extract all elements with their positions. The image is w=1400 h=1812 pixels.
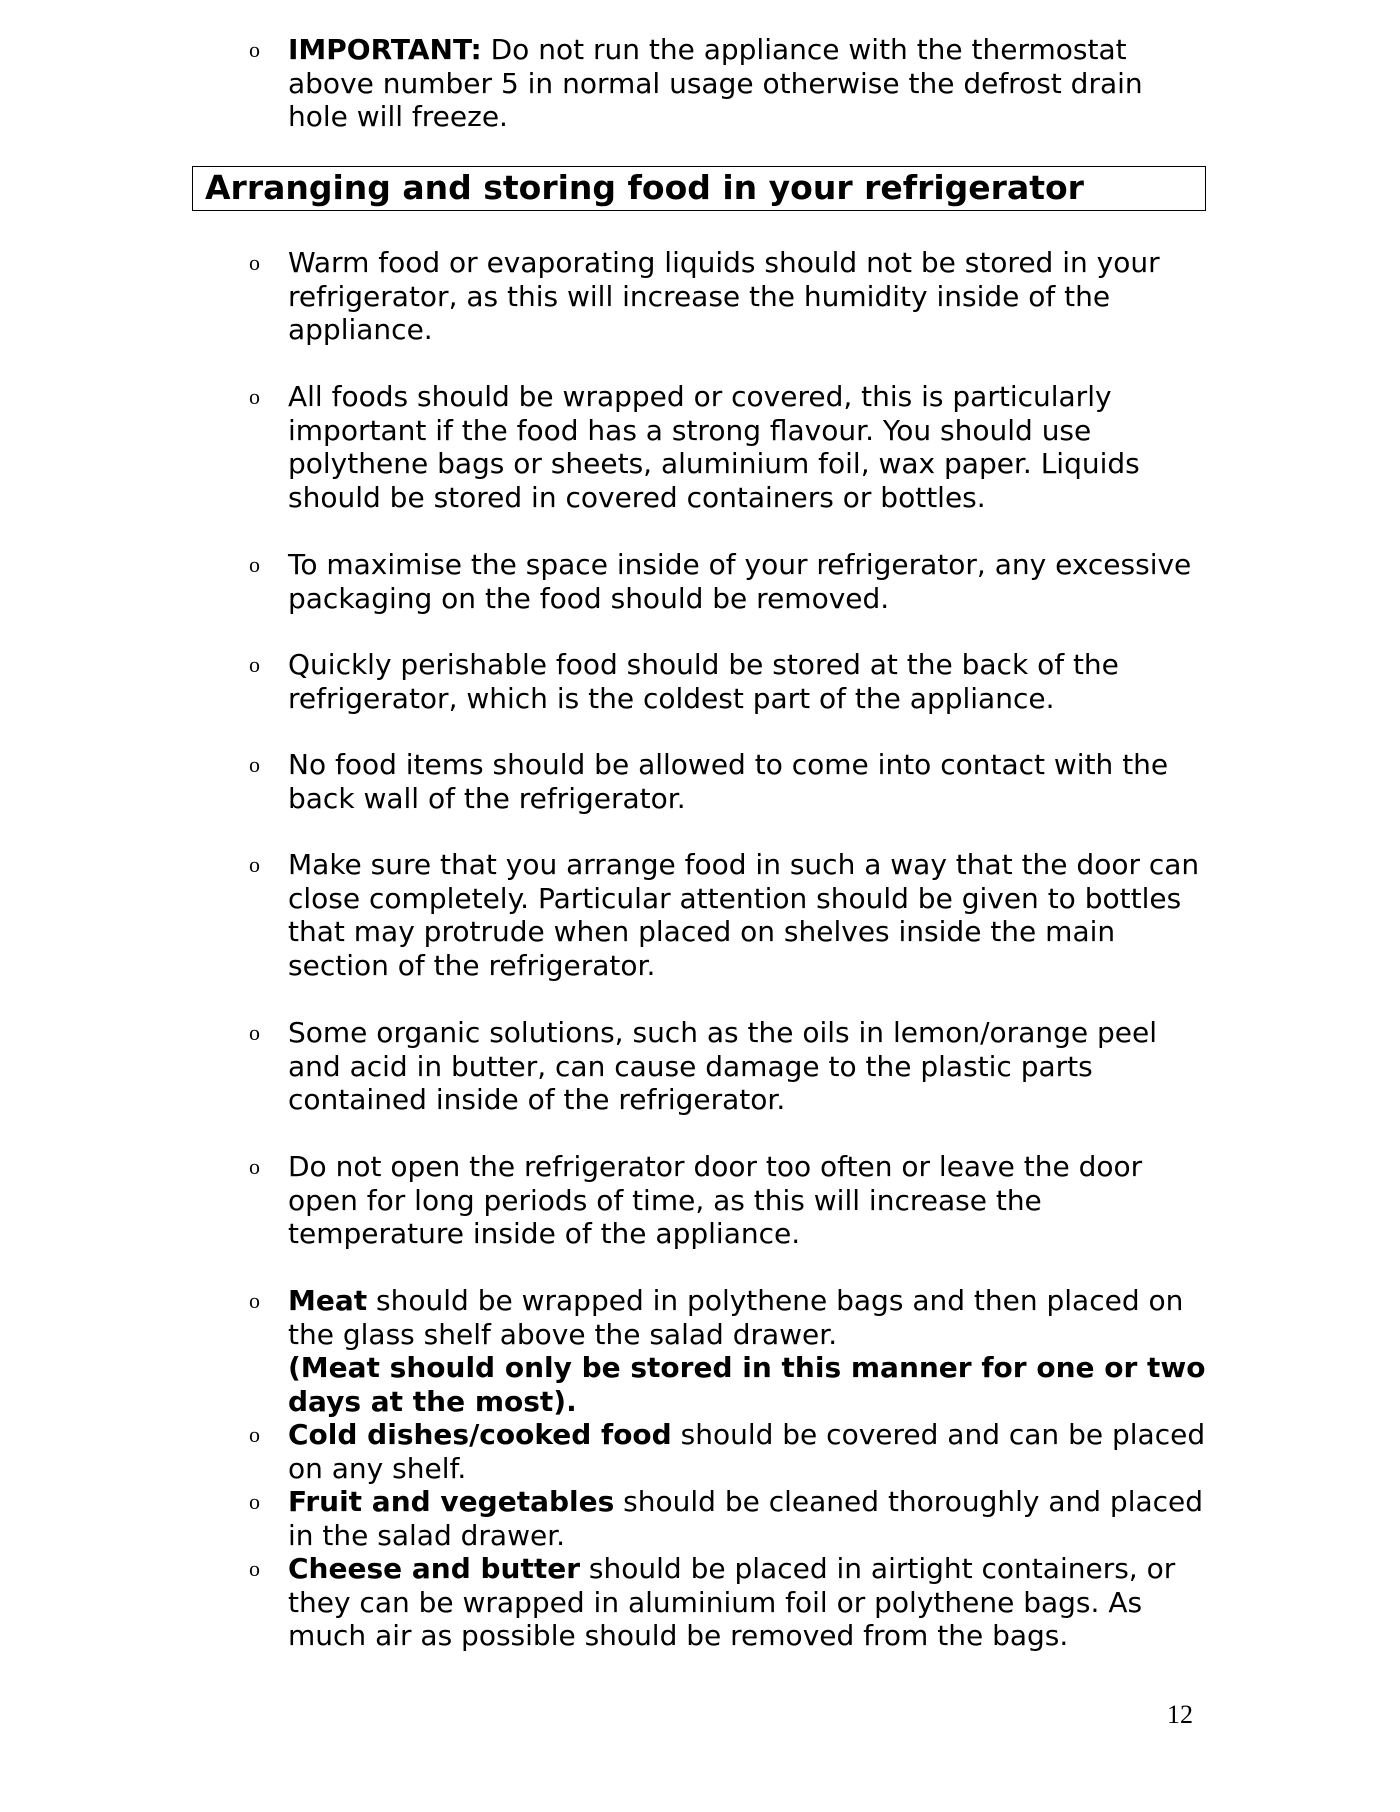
- food-item-cooked: [249, 1418, 1208, 1485]
- list-item: [249, 246, 1208, 347]
- food-label: Meat: [288, 1284, 368, 1317]
- bullet-icon: o: [249, 652, 260, 677]
- bullet-icon: o: [249, 752, 260, 777]
- bullet-icon: o: [249, 1556, 260, 1581]
- list-item: [249, 380, 1208, 514]
- bullet-icon: o: [249, 1489, 260, 1514]
- bullet-icon: o: [249, 552, 260, 577]
- list-item: [249, 1016, 1208, 1117]
- food-text: should be placed in airtight containers, or they can be wrapped in aluminium foil or polythene bags. As much air as possible should be removed from the bags.: [288, 1552, 1176, 1652]
- list-item-text: Make sure that you arrange food in such a way that the door can close completely. Particular attention should be given to bottles that may protrude when placed on shelves inside the main section of the refrigerator.: [288, 848, 1200, 982]
- bullet-icon: o: [249, 1154, 260, 1179]
- list-item: [249, 1150, 1208, 1251]
- bullet-icon: o: [249, 384, 260, 409]
- list-item: [249, 648, 1208, 715]
- food-label: Cold dishes/cooked food: [288, 1418, 672, 1451]
- list-item: [249, 848, 1208, 982]
- food-text: should be covered and can be placed on any shelf.: [288, 1418, 1206, 1485]
- section-heading: Arranging and storing food in your refrigerator: [205, 168, 1084, 207]
- food-label: Cheese and butter: [288, 1552, 581, 1585]
- section-heading-box: [192, 166, 1206, 211]
- bullet-icon: o: [249, 1020, 260, 1045]
- important-label: IMPORTANT:: [288, 33, 482, 66]
- food-text: should be cleaned thoroughly and placed in the salad drawer.: [288, 1485, 1204, 1552]
- list-item-text: Do not open the refrigerator door too often or leave the door open for long periods of time, as this will increase the temperature inside of the appliance.: [288, 1150, 1143, 1250]
- bullet-icon: o: [249, 852, 260, 877]
- list-item-text: All foods should be wrapped or covered, this is particularly important if the food has a strong flavour. You should use polythene bags or sheets, aluminium foil, wax paper. Liquids should be stored in covered containers or bottles.: [288, 380, 1140, 514]
- bullet-icon: o: [249, 1288, 260, 1313]
- list-item-text: No food items should be allowed to come into contact with the back wall of the refrigerator.: [288, 748, 1169, 815]
- food-label: Fruit and vegetables: [288, 1485, 615, 1518]
- meat-storage-note: (Meat should only be stored in this manner for one or two days at the most).: [288, 1351, 1206, 1418]
- important-note: [249, 33, 1208, 134]
- bullet-icon: o: [249, 250, 260, 275]
- food-text: should be wrapped in polythene bags and then placed on the glass shelf above the salad drawer.: [288, 1284, 1184, 1351]
- list-item: [249, 548, 1208, 615]
- food-item-produce: [249, 1485, 1208, 1552]
- list-item-text: To maximise the space inside of your refrigerator, any excessive packaging on the food should be removed.: [288, 548, 1192, 615]
- page-number: 12: [1167, 1700, 1193, 1729]
- food-item-meat: [249, 1284, 1208, 1418]
- list-item-text: Quickly perishable food should be stored at the back of the refrigerator, which is the coldest part of the appliance.: [288, 648, 1119, 715]
- list-item-text: Some organic solutions, such as the oils in lemon/orange peel and acid in butter, can cause damage to the plastic parts contained inside of the refrigerator.: [288, 1016, 1157, 1116]
- food-item-dairy: [249, 1552, 1208, 1653]
- important-text: Do not run the appliance with the thermostat above number 5 in normal usage otherwise the defrost drain hole will freeze.: [288, 33, 1143, 133]
- bullet-icon: o: [249, 37, 260, 62]
- bullet-icon: o: [249, 1422, 260, 1447]
- list-item-text: Warm food or evaporating liquids should not be stored in your refrigerator, as this will increase the humidity inside of the appliance.: [288, 246, 1160, 346]
- list-item: [249, 748, 1208, 815]
